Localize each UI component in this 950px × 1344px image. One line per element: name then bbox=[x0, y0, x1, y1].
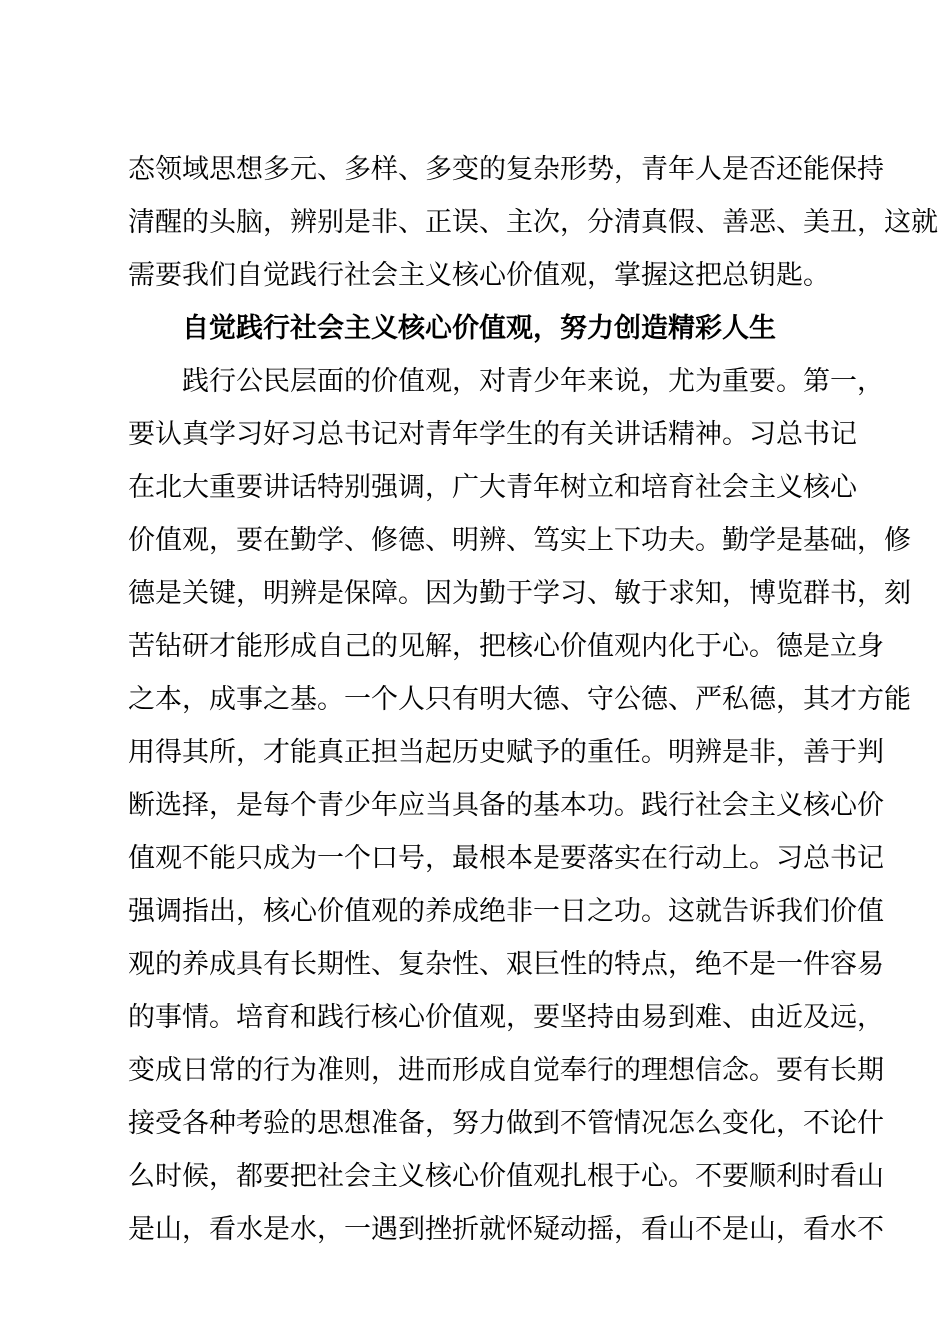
text-line: 变成日常的行为准则，进而形成自觉奉行的理想信念。要有长期 bbox=[128, 1055, 884, 1086]
text-line: 之本，成事之基。一个人只有明大德、守公德、严私德，其才方能 bbox=[128, 684, 911, 715]
text-line: 的事情。培育和践行核心价值观，要坚持由易到难、由近及远， bbox=[128, 1002, 884, 1033]
section-heading: 自觉践行社会主义核心价值观，努力创造精彩人生 bbox=[182, 313, 776, 344]
text-line: 强调指出，核心价值观的养成绝非一日之功。这就告诉我们价值 bbox=[128, 896, 884, 927]
text-line: 需要我们自觉践行社会主义核心价值观，掌握这把总钥匙。 bbox=[128, 260, 830, 291]
text-line: 么时候，都要把社会主义核心价值观扎根于心。不要顺利时看山 bbox=[128, 1161, 884, 1192]
text-line: 观的养成具有长期性、复杂性、艰巨性的特点，绝不是一件容易 bbox=[128, 949, 884, 980]
text-line: 践行公民层面的价值观，对青少年来说，尤为重要。第一， bbox=[182, 366, 884, 397]
text-line: 价值观，要在勤学、修德、明辨、笃实上下功夫。勤学是基础，修 bbox=[128, 525, 911, 556]
text-line: 德是关键，明辨是保障。因为勤于学习、敏于求知，博览群书，刻 bbox=[128, 578, 911, 609]
text-line: 苦钻研才能形成自己的见解，把核心价值观内化于心。德是立身 bbox=[128, 631, 884, 662]
text-line: 值观不能只成为一个口号，最根本是要落实在行动上。习总书记 bbox=[128, 843, 884, 874]
text-line: 在北大重要讲话特别强调，广大青年树立和培育社会主义核心 bbox=[128, 472, 857, 503]
text-line: 清醒的头脑，辨别是非、正误、主次，分清真假、善恶、美丑，这就 bbox=[128, 207, 938, 238]
text-line: 用得其所，才能真正担当起历史赋予的重任。明辨是非，善于判 bbox=[128, 737, 884, 768]
text-line: 断选择，是每个青少年应当具备的基本功。践行社会主义核心价 bbox=[128, 790, 884, 821]
text-line: 态领域思想多元、多样、多变的复杂形势，青年人是否还能保持 bbox=[128, 154, 884, 185]
text-line: 要认真学习好习总书记对青年学生的有关讲话精神。习总书记 bbox=[128, 419, 857, 450]
text-line: 接受各种考验的思想准备，努力做到不管情况怎么变化，不论什 bbox=[128, 1108, 884, 1139]
text-line: 是山，看水是水，一遇到挫折就怀疑动摇，看山不是山，看水不 bbox=[128, 1214, 884, 1245]
